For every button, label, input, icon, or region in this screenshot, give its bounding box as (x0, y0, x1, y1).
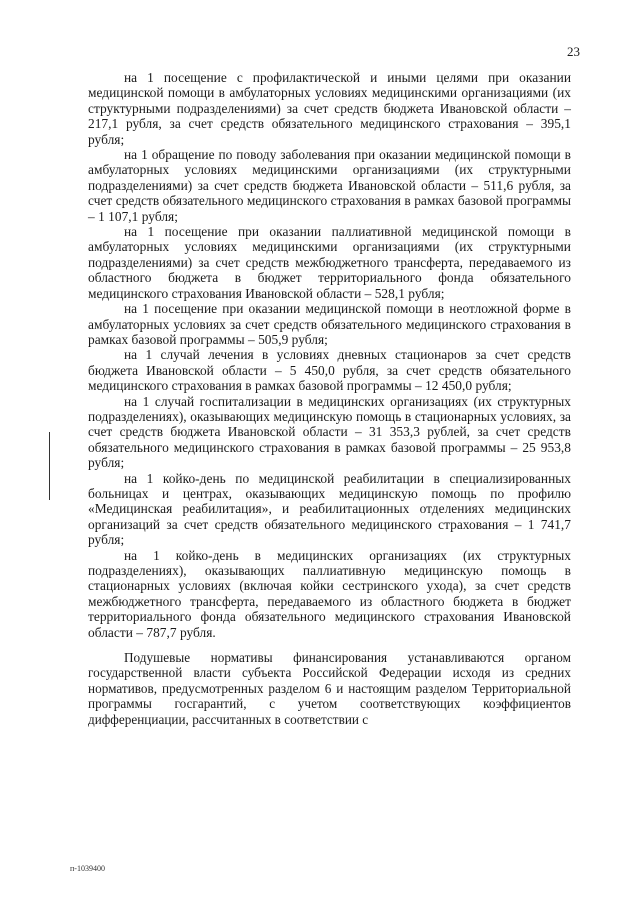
paragraph-per-capita-standards: Подушевые нормативы финансирования устанавливаются органом государственной власти субъекта Российской Федерации исходя из средних нормативов, предусмотренных разделом 6 и настоящим разделом Территориальной программы госгарантий, с учетом соответствующих коэффициентов дифференциации, рассчитанных в соответствии с (88, 650, 571, 727)
paragraph-outpatient-disease-appeal: на 1 обращение по поводу заболевания при оказании медицинской помощи в амбулаторных условиях медицинскими организациями (их структурными подразделениями) за счет средств бюджета Ивановской области – 511,6 рубля, за счет средств обязательного медицинского страхования в рамках базовой программы – 1 107,1 рубля; (88, 147, 571, 224)
paragraph-palliative-bed-day: на 1 койко-день в медицинских организациях (их структурных подразделениях), оказывающих паллиативную медицинскую помощь в стационарных условиях (включая койки сестринского ухода), за счет средств межбюджетного трансферта, передаваемого из областного бюджета в бюджет территориального фонда обязательного медицинского страхования Ивановской области – 787,7 рубля. (88, 547, 571, 640)
page-number: 23 (567, 44, 580, 59)
paragraph-hospitalization-case: на 1 случай госпитализации в медицинских организациях (их структурных подразделениях), оказывающих медицинскую помощь в стационарных условиях, за счет средств бюджета Ивановской области – 31 353,3 рублей, за счет средств обязательного медицинского страхования в рамках базовой программы – 25 953,8 рубля; (88, 393, 571, 471)
paragraph-palliative-visit: на 1 посещение при оказании паллиативной медицинской помощи в амбулаторных условиях медицинскими организациями (их структурными подразделениями) за счет средств межбюджетного трансферта, передаваемого из областного бюджета в бюджет территориального фонда обязательного медицинского страхования Ивановской области – 528,1 рубля; (88, 224, 571, 301)
paragraph-outpatient-preventive-visit: на 1 посещение с профилактической и иными целями при оказании медицинской помощи в амбулаторных условиях медицинскими организациями (их структурными подразделениями) за счет средств бюджета Ивановской области – 217,1 рубля, за счет средств обязательного медицинского страхования – 395,1 рубля; (88, 70, 571, 147)
body-text (88, 70, 571, 727)
paragraph-emergency-visit: на 1 посещение при оказании медицинской помощи в неотложной форме в амбулаторных условиях за счет средств обязательного медицинского страхования в рамках базовой программы – 505,9 рубля; (88, 301, 571, 347)
paragraph-rehabilitation-bed-day: на 1 койко-день по медицинской реабилитации в специализированных больницах и центрах, оказывающих медицинскую помощь по профилю «Медицинская реабилитация», и реабилитационных отделениях медицинских организаций за счет средств обязательного медицинского страхования – 1 741,7 рубля; (88, 470, 571, 548)
document-code: п-1039400 (70, 864, 105, 873)
margin-change-bar (49, 432, 50, 500)
paragraph-day-hospital-case: на 1 случай лечения в условиях дневных стационаров за счет средств бюджета Ивановской области – 5 450,0 рубля, за счет средств обязательного медицинского страхования в рамках базовой программы – 12 450,0 рубля; (88, 347, 571, 394)
